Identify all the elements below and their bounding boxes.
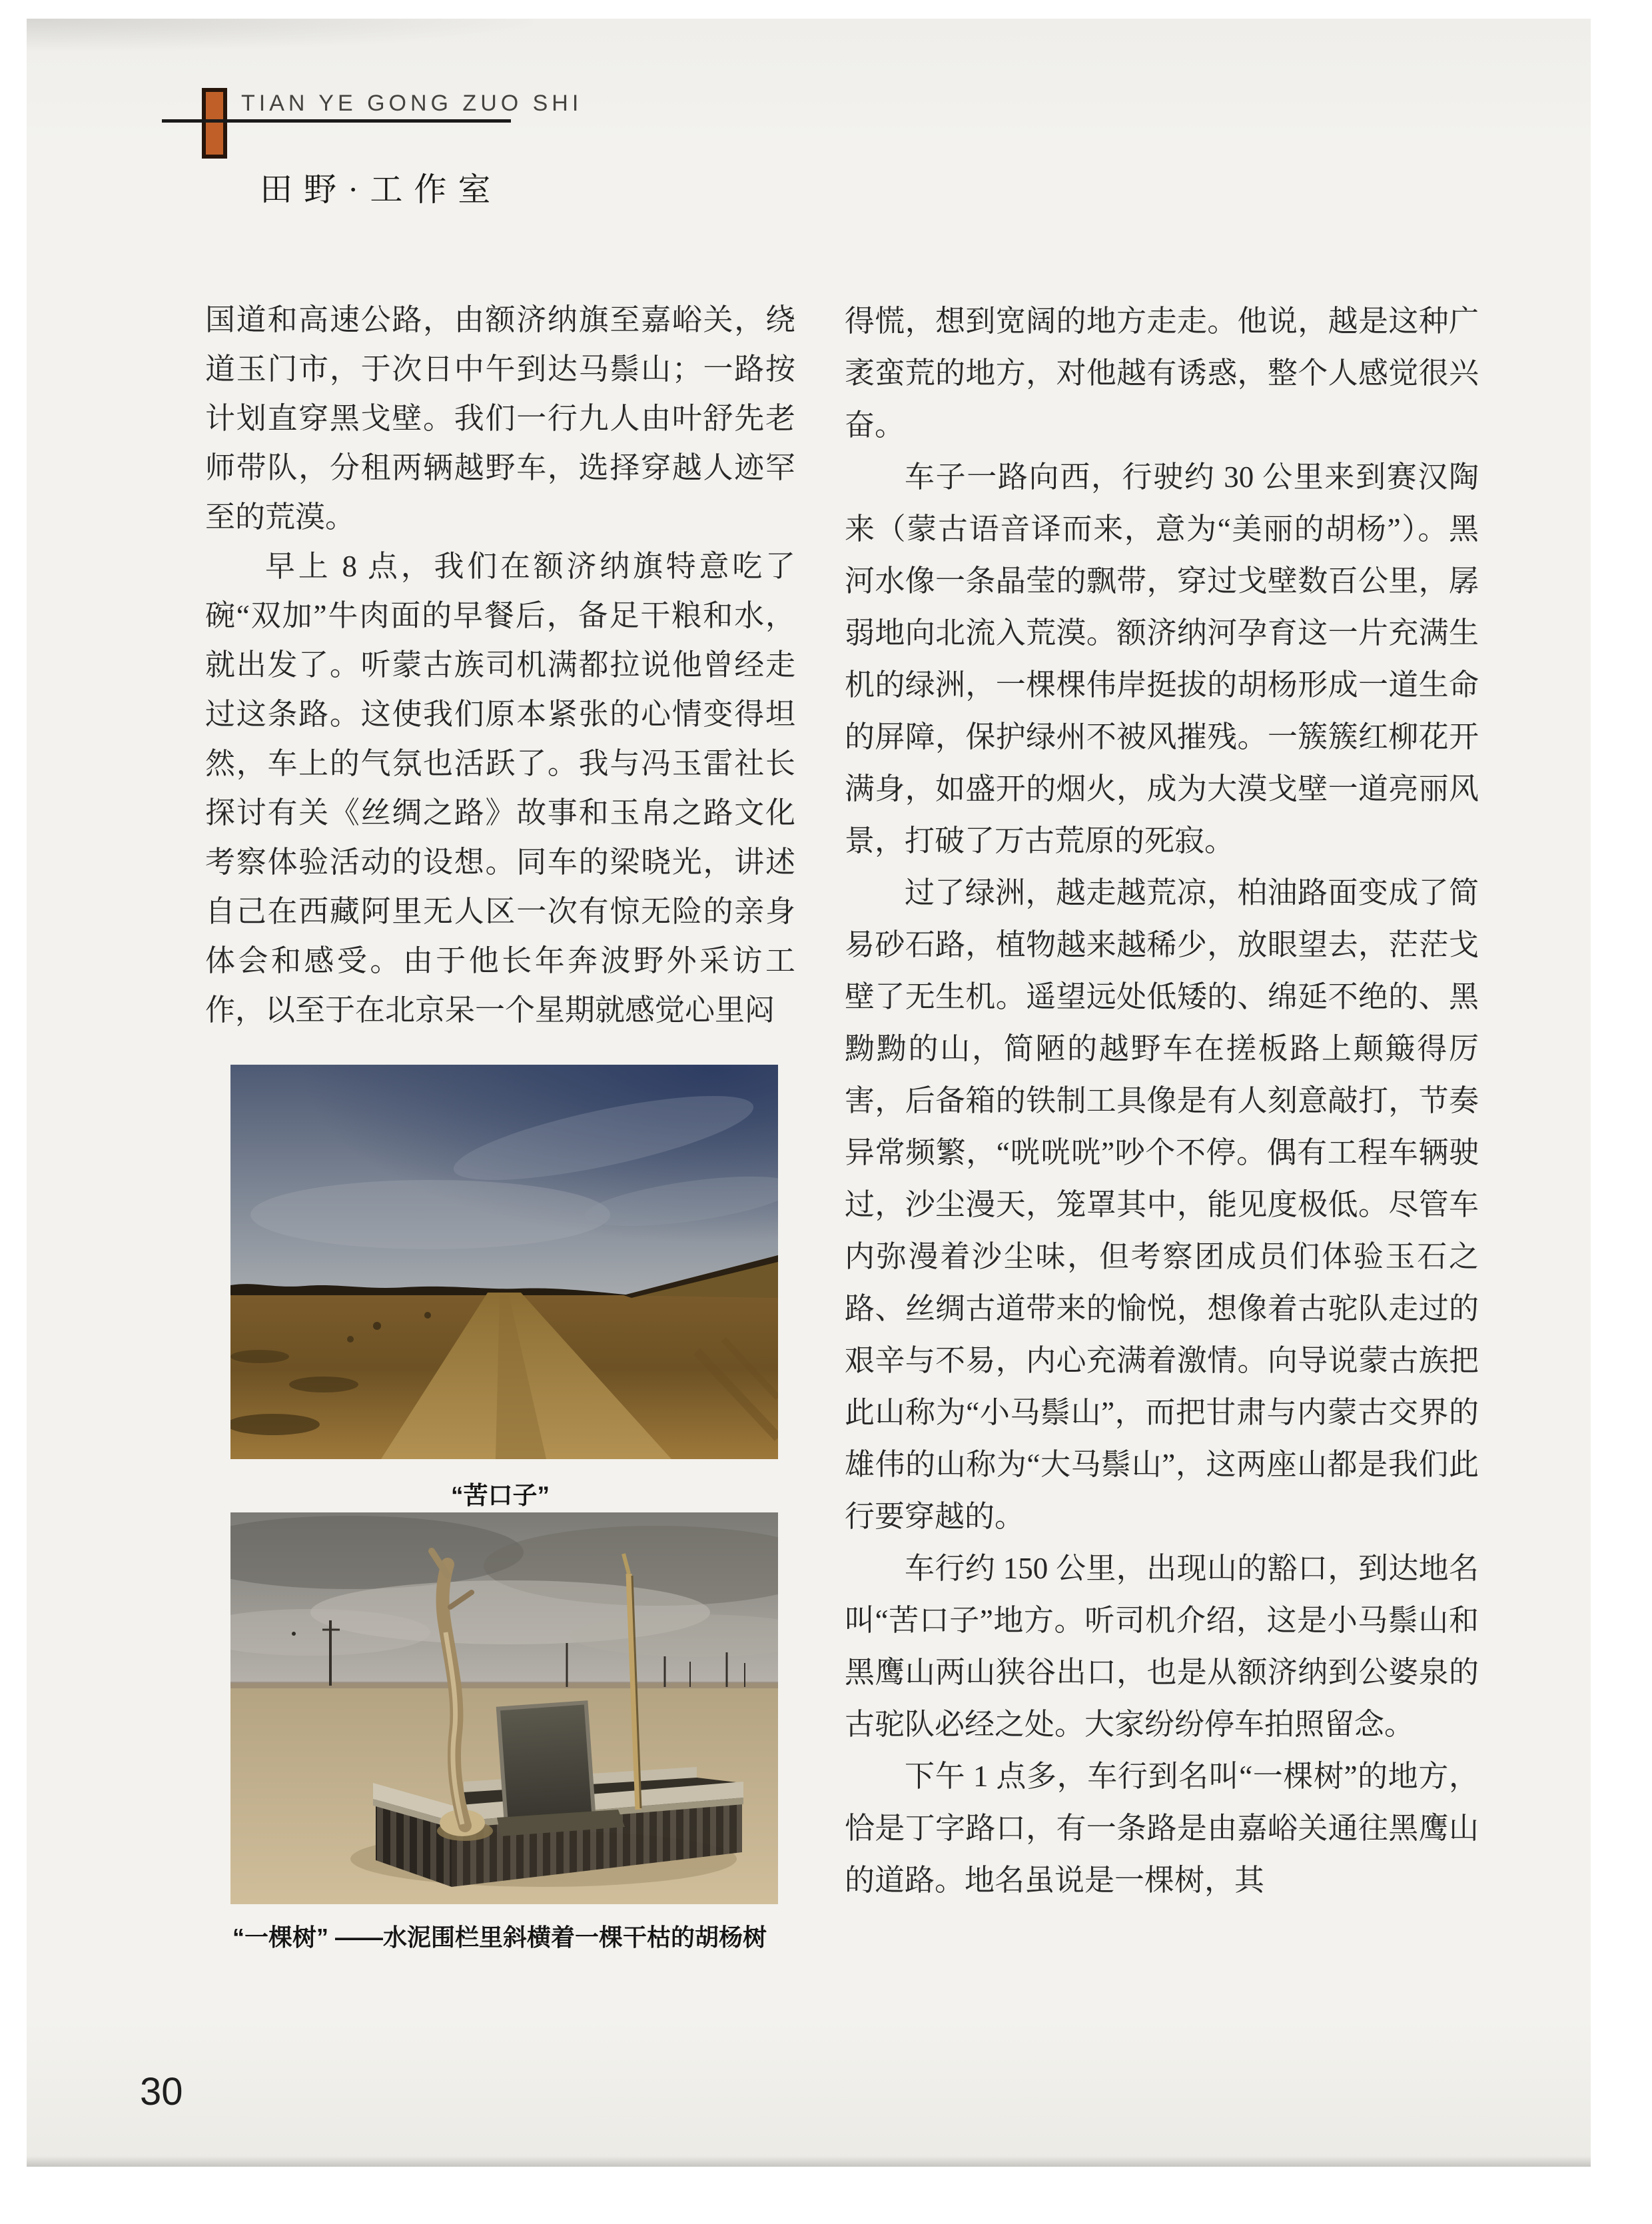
paragraph: 下午 1 点多，车行到名叫“一棵树”的地方，恰是丁字路口，有一条路是由嘉峪关通往黑鹰山的道路。地名虽说是一棵树，其 — [845, 1760, 1479, 1897]
paragraph: 车行约 150 公里，出现山的豁口，到达地名叫“苦口子”地方。听司机介绍，这是小马鬃山和黑鹰山两山狭谷出口，也是从额济纳到公婆泉的古驼队必经之处。大家纷纷停车拍照留念。 — [845, 1552, 1479, 1741]
header-rule — [162, 119, 511, 123]
paragraph: 车子一路向西，行驶约 30 公里来到赛汉陶来（蒙古语音译而来，意为“美丽的胡杨”）。黑河水像一条晶莹的飘带，穿过戈壁数百公里，孱弱地向北流入荒漠。额济纳河孕育这一片充满生机的绿洲，一棵棵伟岸挺拔的胡杨形成一道生命的屏障，保护绿州不被风摧残。一簇簇红柳花开满身，如盛开的烟火，成为大漠戈壁一道亮丽风景，打破了万古荒原的死寂。 — [845, 460, 1479, 857]
paragraph: 过了绿洲，越走越荒凉，柏油路面变成了简易砂石路，植物越来越稀少，放眼望去，茫茫戈壁了无生机。遥望远处低矮的、绵延不绝的、黑黝黝的山，简陋的越野车在搓板路上颠簸得厉害，后备箱的铁制工具像是有人刻意敲打，节奏异常频繁，“咣咣咣”吵个不停。偶有工程车辆驶过，沙尘漫天，笼罩其中，能见度极低。尽管车内弥漫着沙尘味，但考察团成员们体验玉石之路、丝绸古道带来的愉悦，想像着古驼队走过的艰辛与不易，内心充满着激情。向导说蒙古族把此山称为“小马鬃山”，而把甘肃与内蒙古交界的雄伟的山称为“大马鬃山”，这两座山都是我们此行要穿越的。 — [845, 876, 1479, 1533]
magazine-page — [27, 19, 1591, 2167]
right-column — [845, 295, 1479, 1906]
stone-stele — [498, 1702, 594, 1828]
paragraph: 得慌，想到宽阔的地方走走。他说，越是这种广袤蛮荒的地方，对他越有诱惑，整个人感觉很兴奋。 — [845, 304, 1479, 442]
paragraph: 早上 8 点，我们在额济纳旗特意吃了碗“双加”牛肉面的早餐后，备足干粮和水，就出发了。听蒙古族司机满都拉说他曾经走过这条路。这使我们原本紧张的心情变得坦然，车上的气氛也活跃了。我与冯玉雷社长探讨有关《丝绸之路》故事和玉帛之路文化考察体验活动的设想。同车的梁晓光，讲述自己在西藏阿里无人区一次有惊无险的亲身体会和感受。由于他长年奔波野外采访工作，以至于在北京呆一个星期就感觉心里闷 — [205, 550, 795, 1027]
page-number: 30 — [140, 2070, 183, 2113]
section-pinyin-title: TIAN YE GONG ZUO SHI — [241, 91, 583, 116]
left-column — [205, 295, 795, 1035]
sky — [230, 1512, 778, 1687]
photo-kukouzi — [230, 1065, 778, 1459]
section-title: 田野·工作室 — [260, 171, 502, 208]
dead-poplar-enclosure-photo — [230, 1512, 778, 1904]
section-logo-mark — [202, 88, 227, 159]
paragraph: 国道和高速公路，由额济纳旗至嘉峪关，绕道玉门市，于次日中午到达马鬃山；一路按计划直穿黑戈壁。我们一行九人由叶舒先老师带队，分租两辆越野车，选择穿越人迹罕至的荒漠。 — [205, 303, 795, 534]
photo-caption: “一棵树” ——水泥围栏里斜横着一棵干枯的胡杨树 — [232, 1924, 767, 1951]
photo-yikeshu — [230, 1512, 778, 1904]
photo-caption: “苦口子” — [451, 1482, 550, 1509]
desert-road-photo — [230, 1065, 778, 1459]
sky — [230, 1065, 778, 1295]
